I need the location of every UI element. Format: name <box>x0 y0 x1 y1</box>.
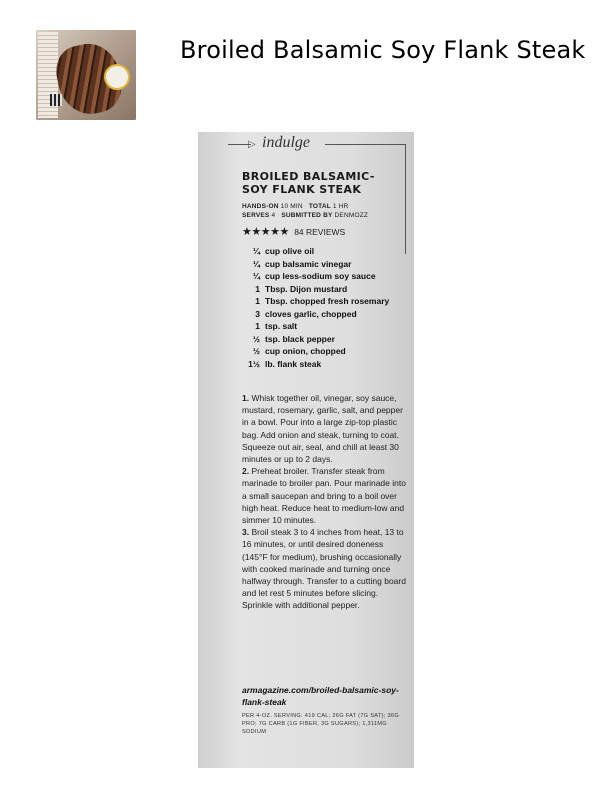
ingredient-qty: 1 <box>255 296 260 306</box>
ingredient-text: cup onion, chopped <box>265 346 346 356</box>
ingredient-list <box>242 245 412 370</box>
ingredient-item <box>242 333 412 346</box>
ingredient-item <box>242 258 412 271</box>
rating <box>242 225 345 238</box>
total-label: TOTAL <box>308 203 331 210</box>
recipe-title-line2: SOY FLANK STEAK <box>242 183 362 196</box>
submitted-value: DENMOZZ <box>334 212 369 219</box>
star-icon: ★★★★★ <box>242 226 289 238</box>
recipe-meta <box>242 202 412 220</box>
section-label: indulge <box>262 134 310 151</box>
ingredient-text: tsp. black pepper <box>265 333 335 344</box>
ingredient-text: cup olive oil <box>265 246 315 256</box>
step-text: Preheat broiler. Transfer steak from marinade to broiler pan. Pour marinade into a small saucepan and bring to a boil over high heat. Reduce heat to medium-low and simmer 10 minutes. <box>242 466 406 526</box>
ingredient-item <box>242 308 412 321</box>
step-text: Whisk together oil, vinegar, soy sauce, mustard, rosemary, garlic, salt, and pepper in a bowl. Pour into a large zip-top plastic bag. Add onion and steak, turning to coat. Squeeze out air, seal, and chill at least 30 minutes or up to 2 days. <box>242 393 403 465</box>
ingredient-text: Tbsp. chopped fresh rosemary <box>265 296 390 306</box>
hands-on-value: 10 MIN <box>280 203 303 210</box>
ingredient-qty: 1½ <box>248 358 260 369</box>
recipe-title <box>242 170 402 196</box>
ingredient-item <box>242 320 412 333</box>
ingredient-text: cup balsamic vinegar <box>265 258 352 269</box>
ingredient-qty: ½ <box>252 346 260 356</box>
recipe-photo-thumbnail <box>36 30 136 120</box>
section-rule-right <box>325 144 405 145</box>
meta-line-1 <box>242 202 412 211</box>
ingredient-item <box>242 358 412 371</box>
ingredient-qty: ¼ <box>252 258 260 269</box>
serves-label: SERVES <box>242 212 270 219</box>
ingredient-qty: 1 <box>255 283 260 294</box>
recipe-url: armagazine.com/broiled-balsamic-soy-flank-steak <box>242 685 399 707</box>
ingredient-text: cloves garlic, chopped <box>265 308 357 319</box>
ingredient-qty: ¼ <box>252 271 260 281</box>
ingredient-text: cup less-sodium soy sauce <box>265 271 376 281</box>
arrow-right-icon: ▷ <box>248 139 256 150</box>
ingredient-item <box>242 270 412 283</box>
ingredient-text: Tbsp. Dijon mustard <box>265 283 348 294</box>
ingredient-item <box>242 245 412 258</box>
magazine-badge-icon <box>104 64 130 90</box>
recipe-title-line1: BROILED BALSAMIC- <box>242 170 375 183</box>
ingredient-qty: 1 <box>255 321 260 331</box>
step-number: 3. <box>242 527 250 538</box>
ingredient-item <box>242 283 412 296</box>
step-number: 2. <box>242 466 250 477</box>
submitted-label: SUBMITTED BY <box>281 212 333 219</box>
hands-on-label: HANDS-ON <box>242 203 279 210</box>
nutrition-info: PER 4-OZ. SERVING: 419 CAL; 26G FAT (7G SAT); 36G PRO; 7G CARB (1G FIBER, 3G SUGARS); 1,311MG SODIUM <box>242 713 399 735</box>
ingredient-item <box>242 295 412 308</box>
review-count: 84 REVIEWS <box>294 227 346 237</box>
ingredient-qty: 3 <box>255 308 260 319</box>
step-text: Broil steak 3 to 4 inches from heat, 13 to 16 minutes, or until desired doneness (145°F for medium), brushing occasionally with cooked marinade and turning once halfway through. Transfer to a cutting board and let rest 5 minutes before slicing. Sprinkle with additional pepper. <box>242 527 406 611</box>
ingredient-text: lb. flank steak <box>265 358 322 369</box>
ingredient-item <box>242 345 412 358</box>
ingredient-text: tsp. salt <box>265 321 298 331</box>
section-rule-side <box>405 144 406 254</box>
instruction-step <box>242 465 406 526</box>
total-value: 1 HR <box>332 203 349 210</box>
instruction-list <box>242 392 406 612</box>
serves-value: 4 <box>271 212 276 219</box>
qr-code-icon <box>50 94 62 106</box>
ingredient-qty: ¼ <box>252 246 260 256</box>
instruction-step <box>242 392 406 465</box>
page-title: Broiled Balsamic Soy Flank Steak <box>180 36 586 64</box>
meta-line-2 <box>242 211 412 220</box>
instruction-step <box>242 526 406 611</box>
magazine-clipping <box>198 132 414 768</box>
step-number: 1. <box>242 393 250 403</box>
ingredient-qty: ½ <box>252 333 260 344</box>
